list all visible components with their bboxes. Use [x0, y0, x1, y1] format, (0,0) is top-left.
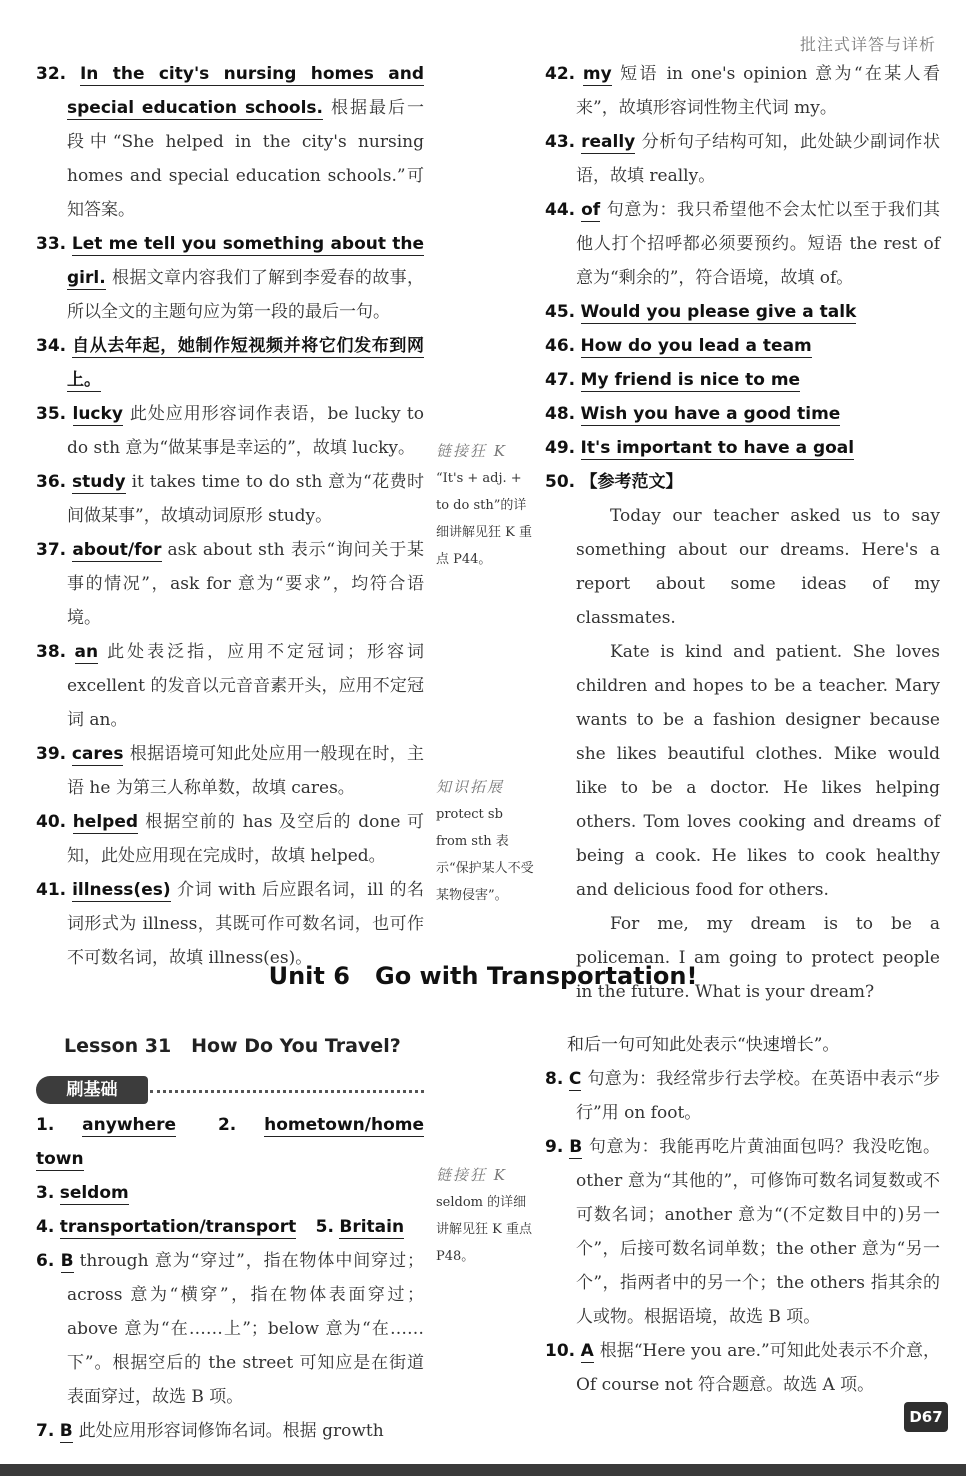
- lesson-title: Lesson 31 How Do You Travel?: [64, 1035, 401, 1057]
- item-answer: illness(es): [72, 880, 171, 900]
- side-note-text: seldom 的详细讲解见狂 K 重点 P48。: [436, 1195, 532, 1264]
- essay-paragraph: Today our teacher asked us to say something about our dreams. Here's a report about some ideas of my classmates.: [576, 506, 940, 628]
- item-explanation: 根据最后一段中“She helped in the city's nursing homes and special education schools.”可知答案。: [67, 98, 424, 220]
- side-note-title: 链接狂 K: [436, 442, 507, 460]
- item-answer: really: [581, 132, 636, 152]
- list-item: [36, 737, 424, 805]
- list-item: [545, 397, 940, 431]
- item-answer: my: [582, 64, 612, 84]
- item-answer: In the city's nursing homes and special education schools.: [67, 64, 424, 118]
- item-explanation: 此处表泛指，应用不定冠词；形容词 excellent 的发音以元音音素开头，应用不定冠词 an。: [67, 642, 425, 730]
- lesson-left-column: [36, 1108, 424, 1448]
- item-number: 49.: [545, 438, 576, 458]
- item-explanation: 根据语境可知此处应用一般现在时，主语 he 为第三人称单数，故填 cares。: [67, 744, 425, 798]
- list-item: [36, 227, 424, 329]
- item-number: 3.: [36, 1183, 55, 1203]
- list-item: [36, 465, 424, 533]
- page-header: 批注式详答与详析: [799, 35, 936, 54]
- item-number: 34.: [36, 336, 67, 356]
- item-answer: anywhere: [82, 1115, 177, 1135]
- item-number: 33.: [36, 234, 67, 254]
- list-item: [36, 1210, 424, 1244]
- side-note-link-2: [436, 1162, 536, 1270]
- item-number: 48.: [545, 404, 576, 424]
- item-answer: Britain: [339, 1217, 405, 1237]
- list-item: [36, 635, 424, 737]
- essay-title: 【参考范文】: [580, 472, 683, 492]
- section-badge: 刷基础: [36, 1076, 148, 1104]
- essay-item: [545, 465, 940, 1009]
- item-number: 39.: [36, 744, 67, 764]
- item-number: 5.: [315, 1217, 334, 1237]
- unit-title: Unit 6 Go with Transportation!: [268, 962, 698, 990]
- item-answer: about/for: [72, 540, 162, 560]
- item-number: 36.: [36, 472, 67, 492]
- item-number: 50.: [545, 472, 576, 492]
- item-number: 32.: [36, 64, 67, 84]
- side-note-text: “It's + adj. + to do sth”的详细讲解见狂 K 重点 P44。: [436, 471, 532, 567]
- item-answer: B: [60, 1251, 74, 1271]
- item-answer: of: [581, 200, 601, 220]
- item-answer: study: [71, 472, 126, 492]
- item-number: 4.: [36, 1217, 55, 1237]
- list-item: [545, 431, 940, 465]
- item-number: 47.: [545, 370, 576, 390]
- side-note-text: protect sb from sth 表示“保护某人不受某物侵害”。: [436, 807, 534, 903]
- item-number: 46.: [545, 336, 576, 356]
- right-column: [545, 57, 940, 1009]
- item-explanation: 介词 with 后应跟名词，ill 的名词形式为 illness，其既可作可数名词，也可作不可数名词，故填 illness(es)。: [67, 880, 424, 968]
- item-number: 1.: [36, 1115, 55, 1135]
- item-number: 45.: [545, 302, 576, 322]
- bottom-bar: [0, 1464, 966, 1476]
- list-item: [545, 1334, 940, 1402]
- list-item: [36, 1176, 424, 1210]
- item-explanation: 根据空前的 has 及空后的 done 可知，此处应用现在完成时，故填 helped。: [67, 812, 424, 866]
- item-number: 10.: [545, 1341, 576, 1361]
- item-explanation: 此处应用形容词修饰名词。根据 growth: [78, 1421, 384, 1441]
- item-answer: How do you lead a team: [580, 336, 812, 356]
- essay-paragraph: Kate is kind and patient. She loves children and hopes to be a teacher. Mary wants to be a fashion designer because she likes beautiful clothes. Mike would like to be a doctor. He likes helping others. Tom loves cooking and dreams of being a cook. He likes to cook healthy and delicious food for others.: [576, 642, 940, 900]
- item-number: 41.: [36, 880, 67, 900]
- item-explanation: 句意为：我经常步行去学校。在英语中表示“步行”用 on foot。: [576, 1069, 940, 1123]
- item-number: 37.: [36, 540, 67, 560]
- essay-paragraph: For me, my dream is to be a policeman. I am going to protect people in the future. What is your dream?: [576, 914, 940, 1002]
- item-answer: an: [74, 642, 99, 662]
- continued-text: 和后一句可知此处表示“快速增长”。: [567, 1035, 840, 1055]
- list-item: [545, 363, 940, 397]
- item-number: 44.: [545, 200, 576, 220]
- list-item: [36, 1244, 424, 1414]
- item-explanation: it takes time to do sth 意为“花费时间做某事”，故填动词原形 study。: [67, 472, 425, 526]
- item-answer: transportation/transport: [59, 1217, 297, 1237]
- side-note-knowledge: [436, 774, 536, 909]
- item-number: 7.: [36, 1421, 55, 1441]
- list-item: [545, 329, 940, 363]
- list-item: [36, 873, 424, 975]
- item-answer: My friend is nice to me: [580, 370, 801, 390]
- item-explanation: 句意为：我能再吃片黄油面包吗？我没吃饱。other 意为“其他的”，可修饰可数名词复数或不可数名词；another 意为“(不定数目中的)另一个”，后接可数名词单数；the other 意为“另一个”，指两者中的另一个；the others 指其余的人或物。根据语境，故选 B 项。: [576, 1137, 941, 1327]
- list-item: [36, 533, 424, 635]
- item-number: 40.: [36, 812, 67, 832]
- item-number: 35.: [36, 404, 67, 424]
- item-number: 8.: [545, 1069, 564, 1089]
- item-answer: helped: [72, 812, 139, 832]
- item-answer: lucky: [72, 404, 123, 424]
- list-item: [36, 397, 424, 465]
- item-number: 2.: [217, 1115, 237, 1135]
- left-column: [36, 57, 424, 975]
- item-explanation: 根据“Here you are.”可知此处表示不介意，Of course not 符合题意。故选 A 项。: [576, 1341, 940, 1395]
- lesson-right-column: [545, 1028, 940, 1402]
- list-item: [545, 1062, 940, 1130]
- item-answer: Would you please give a talk: [580, 302, 857, 322]
- item-number: 42.: [545, 64, 576, 84]
- item-answer: A: [580, 1341, 594, 1361]
- list-item: [545, 57, 940, 125]
- item-explanation: 根据文章内容我们了解到李爱春的故事，所以全文的主题句应为第一段的最后一句。: [67, 268, 424, 322]
- item-answer: hometown/home town: [36, 1115, 425, 1169]
- list-item: [36, 329, 424, 397]
- item-answer: It's important to have a goal: [580, 438, 855, 458]
- list-item: [36, 57, 424, 227]
- list-item: [36, 1108, 424, 1176]
- item-explanation: 短语 in one's opinion 意为“在某人看来”，故填形容词性物主代词 my。: [576, 64, 940, 118]
- item-answer: Let me tell you something about the girl.: [67, 234, 425, 288]
- side-note-link: [436, 438, 536, 573]
- item-number: 6.: [36, 1251, 55, 1271]
- list-item: [36, 805, 424, 873]
- item-explanation: through 意为“穿过”，指在物体中间穿过；across 意为“横穿”，指在物体表面穿过；above 意为“在……上”；below 意为“在……下”。根据空后的 the street 可知应是在街道表面穿过，故选 B 项。: [67, 1251, 424, 1407]
- item-explanation: 句意为：我只希望他不会太忙以至于我们其他人打个招呼都必须要预约。短语 the rest of 意为“剩余的”，符合语境，故填 of。: [576, 200, 941, 288]
- list-item: [545, 193, 940, 295]
- item-number: 9.: [545, 1137, 564, 1157]
- page-number: D67: [904, 1402, 948, 1432]
- list-item: [545, 1130, 940, 1334]
- side-note-title: 链接狂 K: [436, 1166, 507, 1184]
- dotted-divider: [150, 1090, 424, 1093]
- list-item: [545, 125, 940, 193]
- item-explanation: 分析句子结构可知，此处缺少副词作状语，故填 really。: [576, 132, 941, 186]
- list-item: [36, 1414, 424, 1448]
- item-answer: seldom: [59, 1183, 129, 1203]
- list-item: [545, 295, 940, 329]
- item-answer: Wish you have a good time: [580, 404, 841, 424]
- item-answer: B: [59, 1421, 73, 1441]
- item-answer: B: [569, 1137, 583, 1157]
- item-explanation: ask about sth 表示“询问关于某事的情况”，ask for 意为“要求”，均符合语境。: [67, 540, 425, 628]
- item-answer: C: [568, 1069, 582, 1089]
- side-note-title: 知识拓展: [436, 778, 505, 796]
- item-explanation: 此处应用形容词作表语，be lucky to do sth 意为“做某事是幸运的”，故填 lucky。: [67, 404, 424, 458]
- item-answer: cares: [71, 744, 124, 764]
- item-answer: 自从去年起，她制作短视频并将它们发布到网上。: [67, 336, 425, 390]
- item-number: 43.: [545, 132, 576, 152]
- item-number: 38.: [36, 642, 67, 662]
